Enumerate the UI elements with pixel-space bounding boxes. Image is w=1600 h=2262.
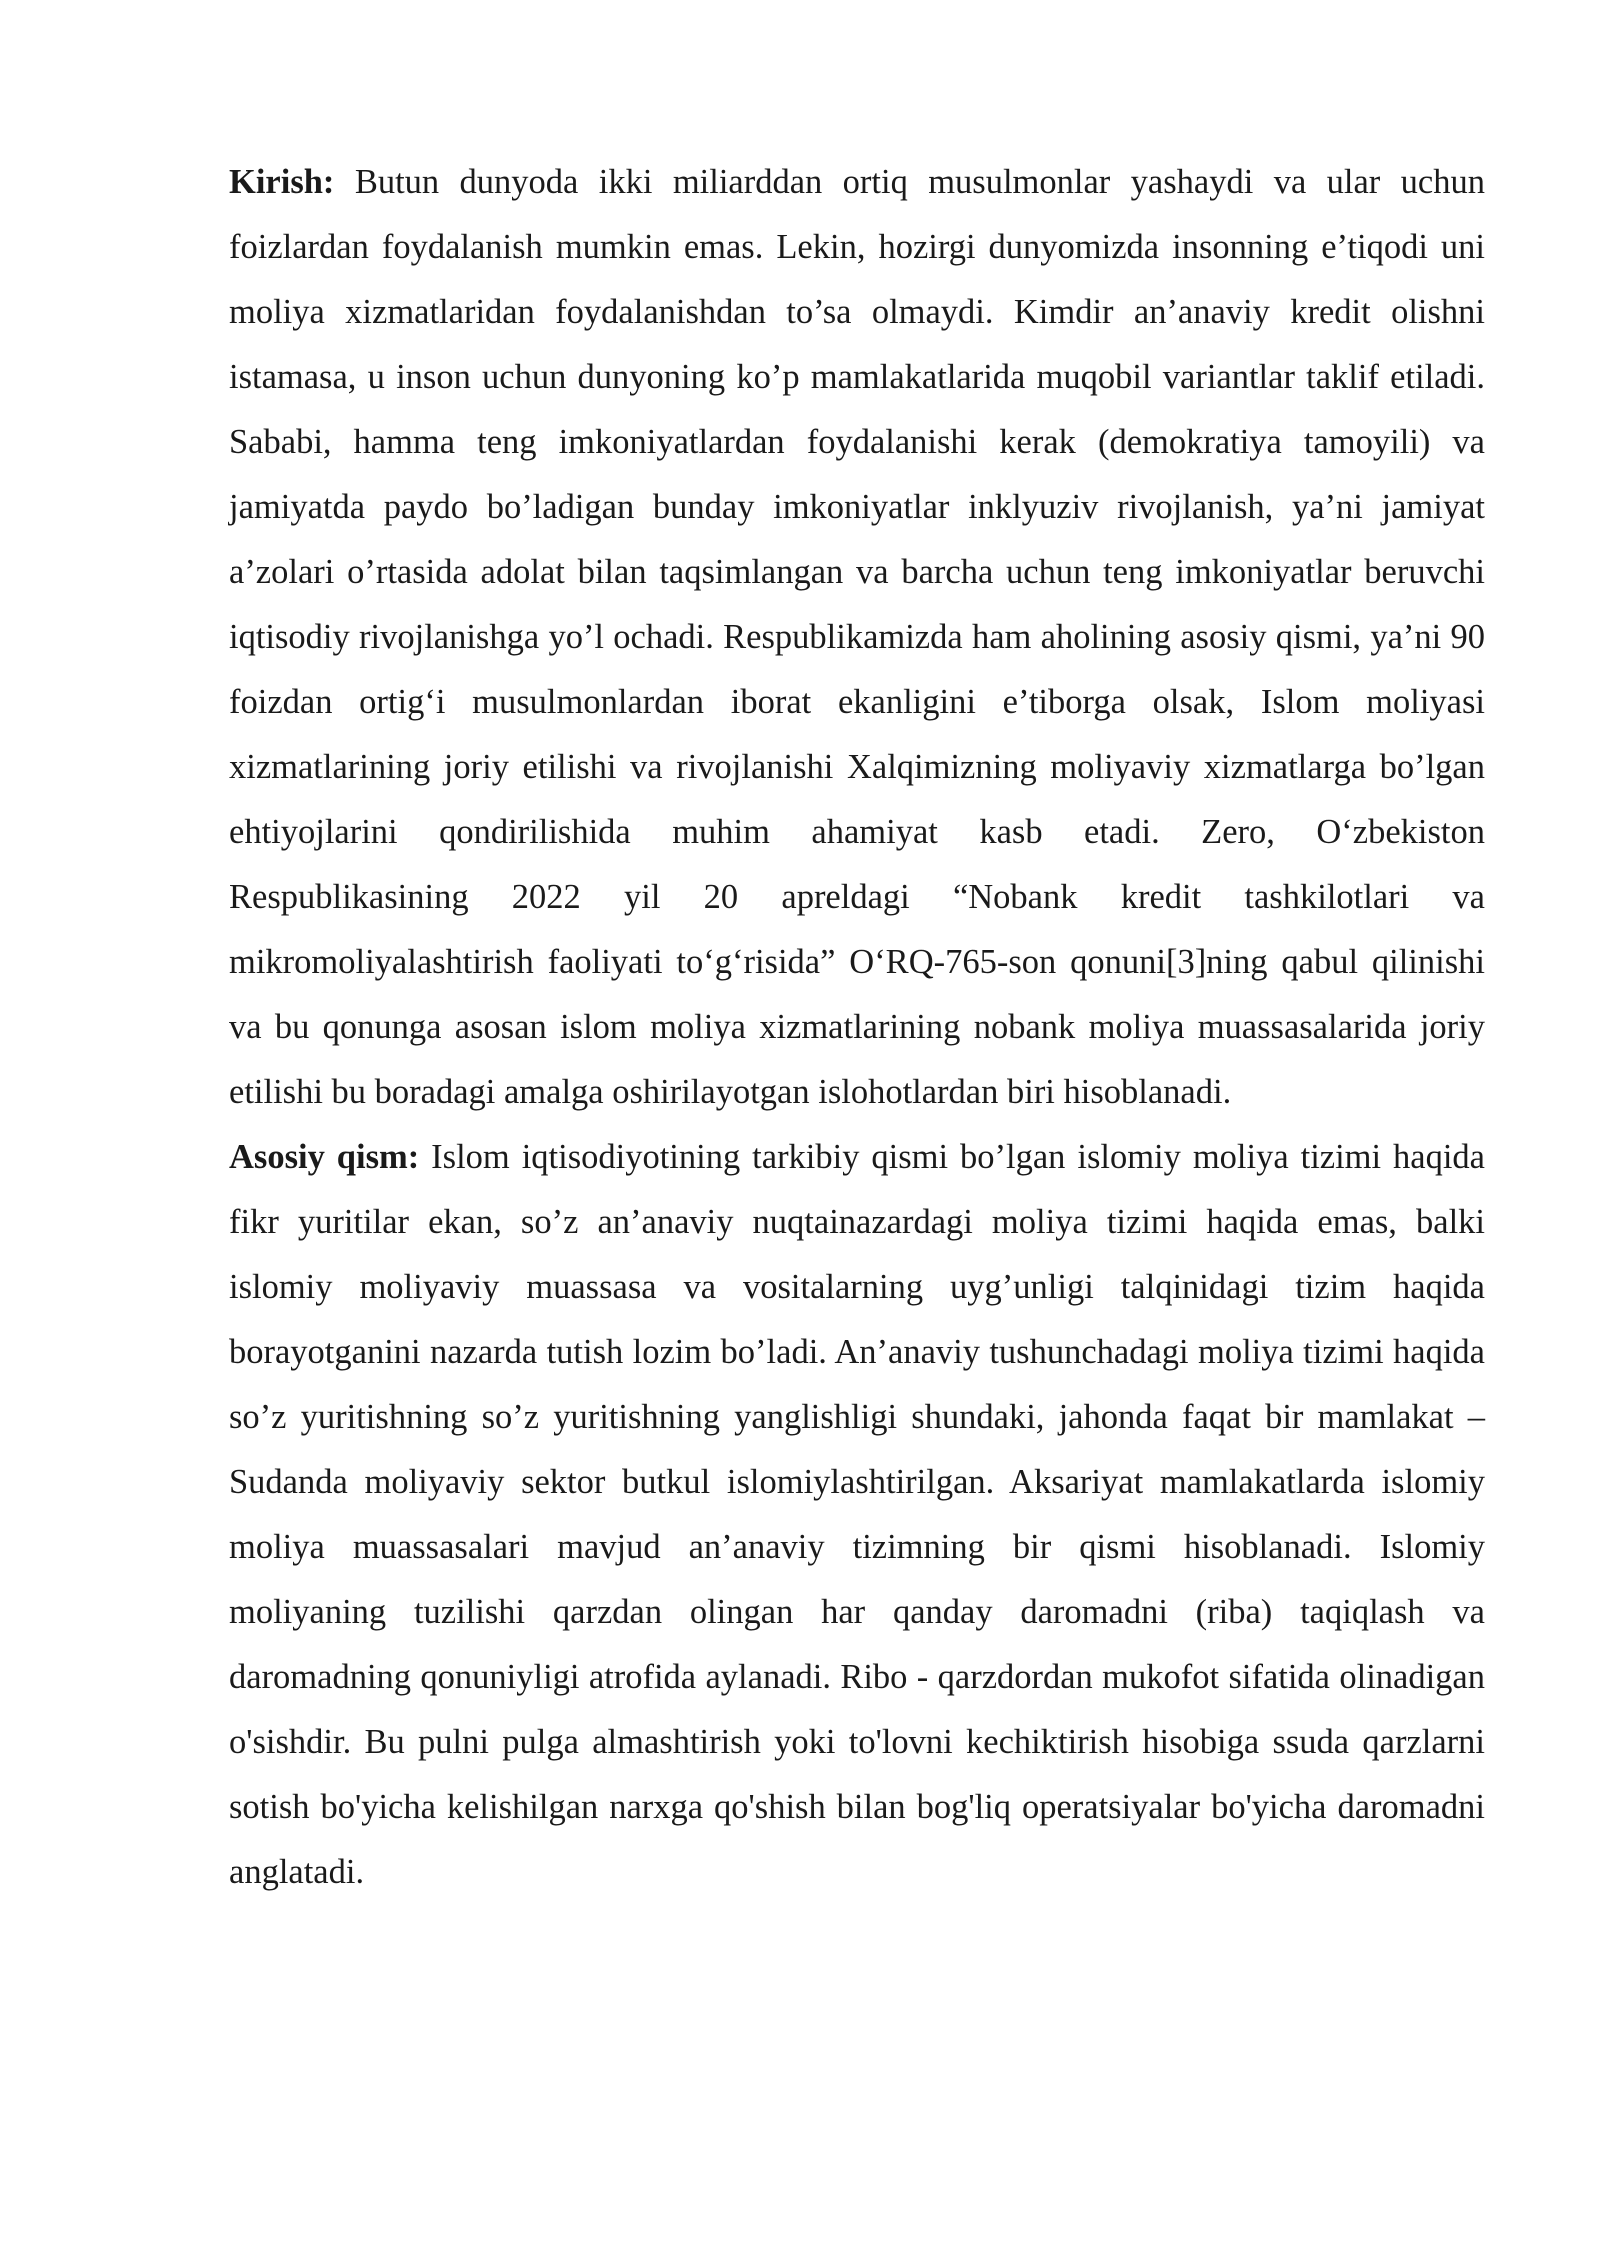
document-body	[229, 150, 1485, 1905]
paragraph-heading-introduction: Kirish:	[229, 163, 335, 201]
paragraph-text-introduction: Butun dunyoda ikki miliarddan ortiq musulmonlar yashaydi va ular uchun foizlardan foydalanish mumkin emas. Lekin, hozirgi dunyomizda insonning e’tiqodi uni moliya xizmatlaridan foydalanishdan to’sa olmaydi. Kimdir an’anaviy kredit olishni istamasa, u inson uchun dunyoning ko’p mamlakatlarida muqobil variantlar taklif etiladi. Sababi, hamma teng imkoniyatlardan foydalanishi kerak (demokratiya tamoyili) va jamiyatda paydo bo’ladigan bunday imkoniyatlar inklyuziv rivojlanish, ya’ni jamiyat a’zolari o’rtasida adolat bilan taqsimlangan va barcha uchun teng imkoniyatlar beruvchi iqtisodiy rivojlanishga yo’l ochadi. Respublikamizda ham aholining asosiy qismi, ya’ni 90 foizdan ortig‘i musulmonlardan iborat ekanligini e’tiborga olsak, Islom moliyasi xizmatlarining joriy etilishi va rivojlanishi Xalqimizning moliyaviy xizmatlarga bo’lgan ehtiyojlarini qondirilishida muhim ahamiyat kasb etadi. Zero, O‘zbekiston Respublikasining 2022 yil 20 apreldagi “Nobank kredit tashkilotlari va mikromoliyalashtirish faoliyati to‘g‘risida” O‘RQ-765-son qonuni[3]ning qabul qilinishi va bu qonunga asosan islom moliya xizmatlarining nobank moliya muassasalarida joriy etilishi bu boradagi amalga oshirilayotgan islohotlardan biri hisoblanadi.	[229, 163, 1485, 1111]
paragraph-text-main-part: Islom iqtisodiyotining tarkibiy qismi bo’lgan islomiy moliya tizimi haqida fikr yuritilar ekan, so’z an’anaviy nuqtainazardagi moliya tizimi haqida emas, balki islomiy moliyaviy muassasa va vositalarning uyg’unligi talqinidagi tizim haqida borayotganini nazarda tutish lozim bo’ladi. An’anaviy tushunchadagi moliya tizimi haqida so’z yuritishning so’z yuritishning yanglishligi shundaki, jahonda faqat bir mamlakat – Sudanda moliyaviy sektor butkul islomiylashtirilgan. Aksariyat mamlakatlarda islomiy moliya muassasalari mavjud an’anaviy tizimning bir qismi hisoblanadi. Islomiy moliyaning tuzilishi qarzdan olingan har qanday daromadni (riba) taqiqlash va daromadning qonuniyligi atrofida aylanadi. Ribo - qarzdordan mukofot sifatida olinadigan o'sishdir. Bu pulni pulga almashtirish yoki to'lovni kechiktirish hisobiga ssuda qarzlarni sotish bo'yicha kelishilgan narxga qo'shish bilan bog'liq operatsiyalar bo'yicha daromadni anglatadi.	[229, 1138, 1485, 1891]
paragraph-main-part	[229, 1125, 1485, 1905]
paragraph-heading-main-part: Asosiy qism:	[229, 1138, 420, 1176]
paragraph-introduction	[229, 150, 1485, 1125]
